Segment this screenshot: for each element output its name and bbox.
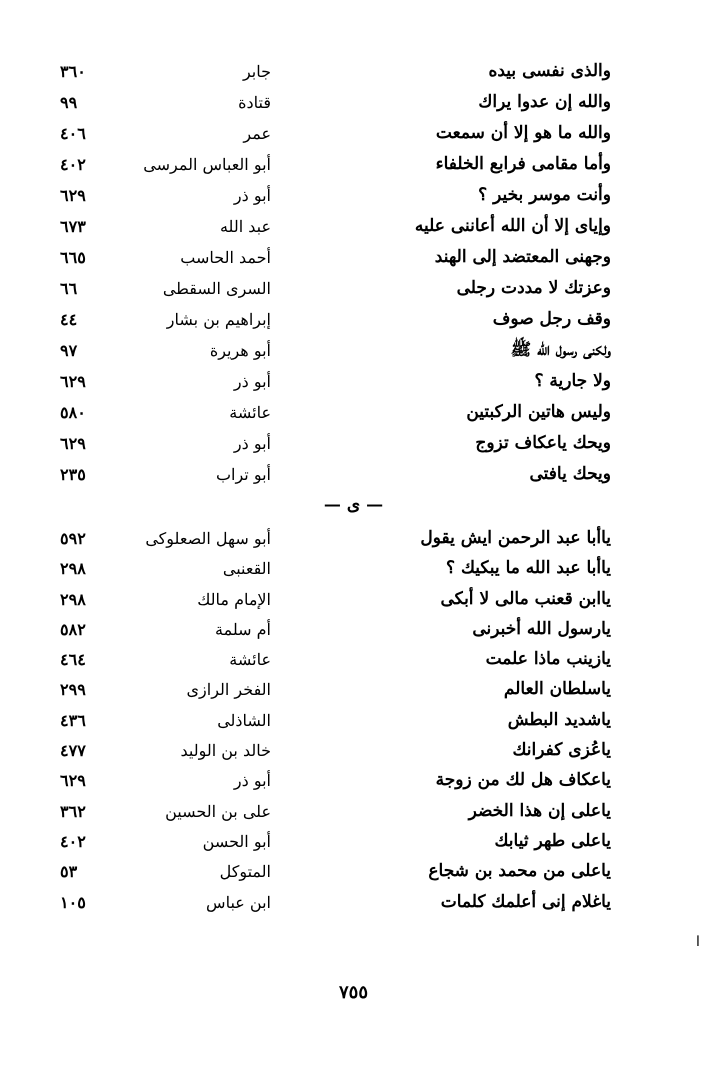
entry-speaker: الفخر الرازى — [186, 680, 271, 700]
entry-phrase: وأما مقامى فرابع الخلفاء — [435, 154, 611, 174]
entry-speaker: أبو ذر — [233, 434, 271, 453]
entry-speaker: خالد بن الوليد — [180, 741, 271, 761]
entry-page-number: ٢٩٨ — [60, 589, 86, 609]
entry-phrase: وأنت موسر بخير ؟ — [478, 185, 611, 205]
entry-speaker: على بن الحسين — [165, 801, 271, 821]
entry-speaker: عائشة — [229, 650, 271, 670]
entry-phrase: وعزتك لا مددت رجلى — [456, 278, 611, 298]
index-entry — [0, 366, 707, 397]
entry-phrase: ياأبا عبد الله ما يبكيك ؟ — [446, 558, 611, 579]
entry-speaker: جابر — [242, 62, 271, 81]
entry-speaker: عبد الله — [219, 217, 271, 236]
entry-speaker: أم سلمة — [215, 619, 271, 639]
index-entry — [0, 273, 707, 304]
entry-speaker: قتادة — [238, 93, 271, 112]
entry-page-number: ٤٤ — [60, 310, 78, 329]
index-entry — [0, 826, 707, 856]
entry-page-number: ٤٠٦ — [60, 124, 86, 143]
entry-speaker: عائشة — [229, 403, 271, 422]
entry-phrase: والله ما هو إلا أن سمعت — [435, 123, 611, 143]
entry-page-number: ٦٢٩ — [60, 771, 86, 791]
index-entry — [0, 584, 707, 614]
entry-page-number: ٦٢٩ — [60, 186, 86, 205]
index-entry — [0, 397, 707, 428]
entry-page-number: ٦٧٣ — [60, 217, 86, 236]
entry-speaker: عمر — [243, 124, 271, 143]
entry-speaker: أحمد الحاسب — [180, 248, 271, 267]
entry-page-number: ٥٨٠ — [60, 403, 86, 422]
index-entry — [0, 304, 707, 335]
entry-speaker: ابن عباس — [206, 892, 271, 912]
entry-phrase: ولا جارية ؟ — [534, 371, 611, 391]
entry-page-number: ٤٦٤ — [60, 650, 86, 670]
entry-page-number: ٤٧٧ — [60, 741, 86, 761]
index-entry — [0, 856, 707, 886]
entry-phrase: ويحك يافتى — [529, 464, 611, 484]
entry-speaker: أبو الحسن — [202, 831, 271, 851]
entry-phrase: ياأبا عبد الرحمن ايش يقول — [420, 528, 611, 548]
page-number: ٧٥٥ — [338, 982, 368, 1003]
entry-page-number: ٢٩٩ — [60, 680, 86, 700]
index-entry — [0, 796, 707, 826]
entry-page-number: ٢٣٥ — [60, 465, 86, 484]
index-entry — [0, 887, 707, 917]
entry-speaker: المتوكل — [219, 862, 271, 882]
entry-phrase: ياعلى طهر ثيابك — [494, 830, 611, 851]
index-entry — [0, 87, 707, 118]
index-entry — [0, 705, 707, 735]
entry-phrase: ياابن قعنب مالى لا أبكى — [440, 588, 611, 609]
index-entry — [0, 735, 707, 765]
entry-speaker: الإمام مالك — [197, 589, 271, 609]
index-entry — [0, 765, 707, 795]
entry-speaker: أبو العباس المرسى — [143, 155, 271, 174]
entry-phrase: ولكنى رسول الله ﷺ — [510, 340, 611, 360]
entry-page-number: ٣٦٢ — [60, 801, 86, 821]
entry-speaker: أبو ذر — [233, 771, 271, 791]
entry-speaker: أبو ذر — [233, 186, 271, 205]
entry-speaker: أبو هريرة — [209, 341, 271, 360]
entry-phrase: والذى نفسى بيده — [488, 61, 611, 81]
entry-page-number: ٦٦٥ — [60, 248, 86, 267]
entry-phrase: يازينب ماذا علمت — [485, 649, 611, 670]
index-entry — [0, 428, 707, 459]
entry-speaker: أبو ذر — [233, 372, 271, 391]
entry-phrase: وجهنى المعتضد إلى الهند — [434, 247, 611, 267]
entry-page-number: ٥٩٢ — [60, 529, 86, 548]
entry-phrase: ياعلى إن هذا الخضر — [468, 800, 611, 821]
index-entry — [0, 180, 707, 211]
entry-page-number: ٥٣ — [60, 862, 78, 882]
letter-divider: — ى — — [323, 495, 384, 515]
index-entry — [0, 335, 707, 366]
entry-phrase: وقف رجل صوف — [492, 309, 611, 329]
entry-phrase: ياعلى من محمد بن شجاع — [428, 861, 611, 882]
entry-phrase: ياشديد البطش — [507, 709, 611, 730]
index-entry — [0, 644, 707, 674]
index-entry — [0, 614, 707, 644]
entry-phrase: ياغلام إنى أعلمك كلمات — [440, 891, 611, 912]
entry-phrase: يارسول الله أخبرنى — [472, 618, 611, 639]
index-entry — [0, 674, 707, 704]
margin-mark: ا — [696, 934, 700, 950]
index-entry — [0, 242, 707, 273]
entry-page-number: ٤٠٢ — [60, 831, 86, 851]
entry-phrase: ويحك ياعكاف تزوج — [475, 433, 611, 453]
entry-page-number: ٤٣٦ — [60, 710, 86, 730]
index-entry — [0, 459, 707, 490]
entry-phrase: ياعكاف هل لك من زوجة — [435, 770, 611, 791]
entry-page-number: ٩٧ — [60, 341, 78, 360]
index-entry — [0, 118, 707, 149]
entry-phrase: ياعُزى كفرانك — [512, 740, 611, 761]
entry-page-number: ٦٢٩ — [60, 434, 86, 453]
entry-speaker: الشاذلى — [217, 710, 271, 730]
index-entry — [0, 523, 707, 553]
entry-page-number: ٣٦٠ — [60, 62, 86, 81]
index-entry — [0, 149, 707, 180]
entry-phrase: والله إن عدوا يراك — [478, 92, 611, 112]
entry-phrase: ياسلطان العالم — [503, 679, 611, 700]
index-entry — [0, 211, 707, 242]
entry-page-number: ٦٢٩ — [60, 372, 86, 391]
entry-speaker: إبراهيم بن بشار — [166, 310, 271, 329]
entry-speaker: القعنبى — [222, 559, 271, 579]
entry-phrase: وإياى إلا أن الله أعاننى عليه — [414, 216, 611, 236]
index-section-waw — [0, 56, 707, 490]
entry-speaker: أبو سهل الصعلوكى — [145, 529, 271, 548]
entry-phrase: وليس هاتين الركبتين — [466, 402, 611, 422]
entry-speaker: أبو تراب — [215, 465, 271, 484]
index-entry — [0, 56, 707, 87]
entry-page-number: ٦٦ — [60, 279, 78, 298]
entry-page-number: ٤٠٢ — [60, 155, 86, 174]
index-entry — [0, 553, 707, 583]
entry-page-number: ١٠٥ — [60, 892, 86, 912]
index-section-ya — [0, 523, 707, 917]
entry-speaker: السرى السقطى — [162, 279, 271, 298]
entry-page-number: ٢٩٨ — [60, 559, 86, 579]
entry-page-number: ٩٩ — [60, 93, 78, 112]
entry-page-number: ٥٨٢ — [60, 619, 86, 639]
